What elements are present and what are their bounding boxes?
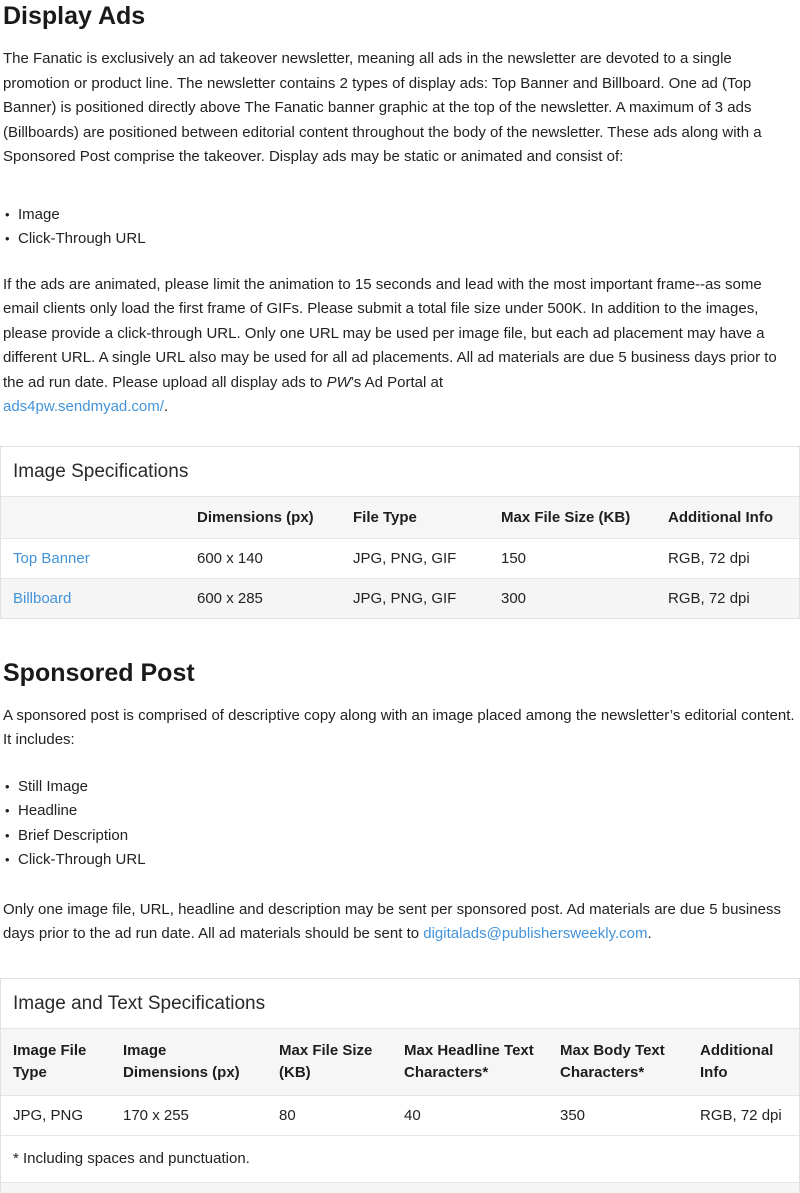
table-row-top-banner bbox=[1, 538, 799, 578]
column-header-empty bbox=[1, 497, 185, 539]
cell-additional-info: RGB, 72 dpi bbox=[668, 549, 750, 567]
materials-period: . bbox=[647, 925, 652, 942]
column-header-image-file-type: Image File Type bbox=[1, 1029, 111, 1096]
cell-max-file-size: 150 bbox=[501, 549, 527, 567]
cell-additional-info: RGB, 72 dpi bbox=[700, 1106, 782, 1124]
list-item-image: • Image bbox=[3, 203, 797, 228]
materials-text: Only one image file, URL, headline and description may be sent per sponsored post. Ad materials are due 5 business days prior to the ad run date. All ad materials should be sent to bbox=[3, 900, 781, 942]
cell-additional-info: RGB, 72 dpi bbox=[656, 578, 799, 618]
sponsored-post-intro-paragraph: A sponsored post is comprised of descriptive copy along with an image placed among the newsletter’s editorial content. It includes: bbox=[3, 706, 795, 748]
image-and-text-specifications-grid bbox=[1, 1029, 799, 1135]
display-ads-components-list bbox=[0, 203, 800, 252]
image-and-text-specifications-table bbox=[0, 978, 800, 1193]
page bbox=[0, 2, 800, 1193]
display-ads-guidelines-paragraph bbox=[0, 273, 800, 420]
guidelines-text-after-pw: ’s Ad Portal at bbox=[350, 373, 444, 391]
cell-max-body-chars: 350 bbox=[560, 1106, 586, 1124]
column-header-max-file-size: Max File Size (KB) bbox=[267, 1029, 392, 1096]
cell-name bbox=[1, 538, 185, 578]
cutoff-stripe-row bbox=[1, 1182, 799, 1193]
column-header-dimensions: Dimensions (px) bbox=[185, 497, 341, 539]
image-specifications-grid bbox=[1, 497, 799, 618]
column-header-max-file-size: Max File Size (KB) bbox=[489, 497, 656, 539]
list-item-still-image: • Still Image bbox=[3, 775, 797, 800]
pw-italic: PW bbox=[326, 373, 351, 391]
top-banner-link[interactable]: Top Banner bbox=[13, 549, 90, 567]
list-item-click-through-url: • Click-Through URL bbox=[3, 227, 797, 252]
sponsored-post-heading: Sponsored Post bbox=[3, 658, 195, 687]
cell-max-file-size: 80 bbox=[279, 1106, 296, 1124]
image-and-text-specifications-title: Image and Text Specifications bbox=[1, 979, 799, 1029]
cell-dimensions: 600 x 140 bbox=[197, 549, 263, 567]
table-row-sponsored-post-specs bbox=[1, 1095, 799, 1135]
cell-file-type: JPG, PNG, GIF bbox=[341, 578, 489, 618]
column-header-image-dimensions: Image Dimensions (px) bbox=[111, 1029, 267, 1096]
column-header-additional-info: Additional Info bbox=[688, 1029, 799, 1096]
sponsored-post-components-list bbox=[0, 775, 800, 873]
image-specifications-title: Image Specifications bbox=[1, 447, 799, 497]
cell-max-file-size: 300 bbox=[489, 578, 656, 618]
column-header-max-body-chars: Max Body Text Characters* bbox=[548, 1029, 688, 1096]
table-row-billboard bbox=[1, 578, 799, 618]
cell-image-dimensions: 170 x 255 bbox=[123, 1106, 189, 1124]
cell-max-headline-chars: 40 bbox=[404, 1106, 421, 1124]
cell-dimensions: 600 x 285 bbox=[185, 578, 341, 618]
cell-file-type: JPG, PNG, GIF bbox=[353, 549, 457, 567]
column-header-max-headline-chars: Max Headline Text Characters* bbox=[392, 1029, 548, 1096]
column-header-additional-info: Additional Info bbox=[656, 497, 799, 539]
list-item-brief-description: • Brief Description bbox=[3, 824, 797, 849]
digital-ads-email-link[interactable]: digitalads@publishersweekly.com bbox=[423, 925, 648, 942]
table-footnote: * Including spaces and punctuation. bbox=[1, 1135, 799, 1182]
table-header-row bbox=[1, 1029, 799, 1096]
ad-portal-link[interactable]: ads4pw.sendmyad.com/ bbox=[3, 398, 164, 415]
sponsored-post-materials-paragraph bbox=[0, 898, 800, 947]
cell-name bbox=[1, 578, 185, 618]
billboard-link[interactable]: Billboard bbox=[13, 589, 72, 607]
guidelines-period: . bbox=[163, 398, 169, 415]
image-specifications-table bbox=[0, 446, 800, 619]
display-ads-intro-paragraph: The Fanatic is exclusively an ad takeover newsletter, meaning all ads in the newsletter are devoted to a single promotion or product line. The newsletter contains 2 types of display ads: Top Banner and Billboard. One ad (Top Banner) is positioned directly above The Fanatic banner graphic at the top of the newsletter. A maximum of 3 ads (Billboards) are positioned between editorial content throughout the body of the newsletter. These ads along with a Sponsored Post comprise the takeover. Display ads may be static or animated and consist of: bbox=[3, 50, 762, 165]
guidelines-text: If the ads are animated, please limit the animation to 15 seconds and lead with the most important frame--as some email clients only load the first frame of GIFs. Please submit a total file size under 500K. In addition to the images, please provide a click-through URL. Only one URL may be used per image file, but each ad placement may have a different URL. A single URL also may be used for all ad placements. All ad materials are due 5 business days prior to the ad run date. Please upload all display ads to bbox=[3, 275, 777, 391]
table-header-row bbox=[1, 497, 799, 539]
list-item-headline: • Headline bbox=[3, 799, 797, 824]
display-ads-heading: Display Ads bbox=[3, 2, 146, 30]
cell-image-file-type: JPG, PNG bbox=[13, 1106, 84, 1124]
list-item-click-through-url: • Click-Through URL bbox=[3, 848, 797, 873]
column-header-file-type: File Type bbox=[341, 497, 489, 539]
